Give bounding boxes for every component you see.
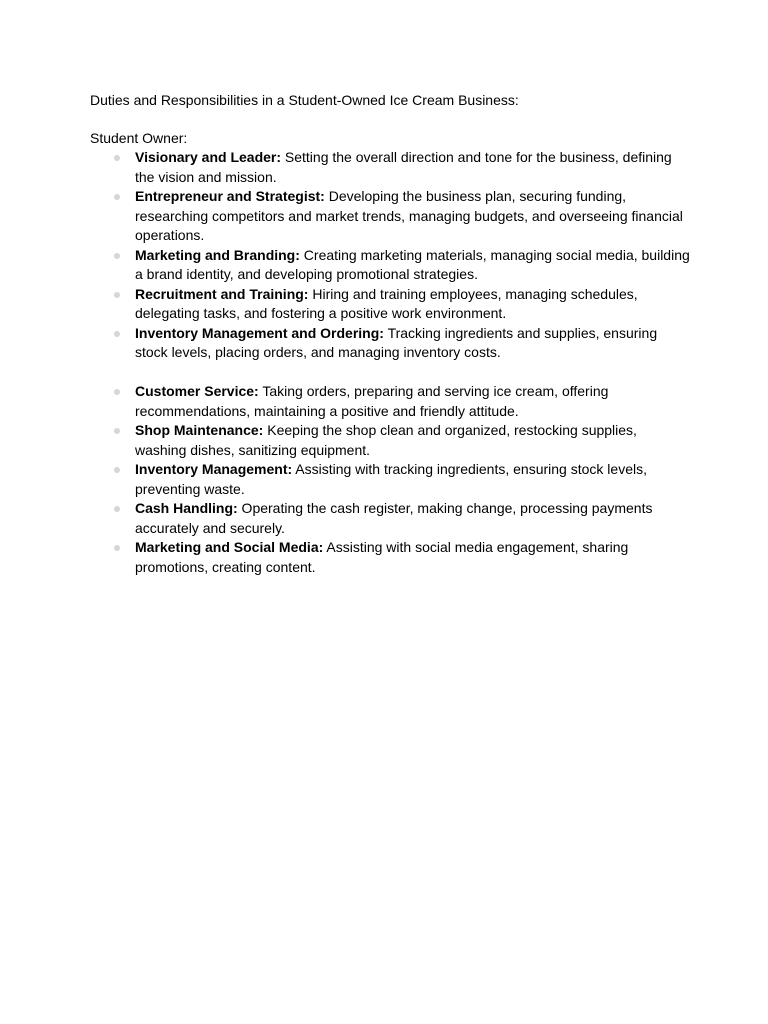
- bullet-icon: [114, 253, 120, 259]
- list-item: [90, 285, 690, 324]
- list-item: [90, 246, 690, 285]
- duty-term: Marketing and Social Media:: [135, 539, 324, 555]
- duty-term: Inventory Management and Ordering:: [135, 324, 384, 341]
- duty-term: Customer Service:: [135, 383, 259, 399]
- bullet-icon: [114, 194, 120, 200]
- duty-term: Entrepreneur and Strategist:: [135, 188, 325, 204]
- document-title: Duties and Responsibilities in a Student-Owned Ice Cream Business:: [90, 92, 519, 108]
- bullet-icon: [114, 155, 120, 161]
- list-item: [90, 187, 690, 246]
- duty-term: Cash Handling:: [135, 500, 238, 516]
- owner-duties-list: [90, 148, 690, 363]
- duty-term: Recruitment and Training:: [135, 285, 309, 302]
- list-item: [90, 538, 690, 577]
- duty-description: Keeping the shop clean and organized, restocking supplies, washing dishes, sanitizing equipment.: [135, 422, 637, 458]
- duty-description: Creating marketing materials, managing social media, building a brand identity, and developing promotional strategies.: [135, 246, 690, 282]
- bullet-icon: [114, 428, 120, 434]
- duty-term: Visionary and Leader:: [135, 149, 282, 165]
- bullet-icon: [114, 331, 120, 337]
- employee-duties-list: [90, 382, 690, 577]
- duty-term: Marketing and Branding:: [135, 246, 300, 263]
- duty-description: Operating the cash register, making change, processing payments accurately and securely.: [135, 500, 653, 536]
- list-item: [90, 324, 690, 363]
- owner-section-label: Student Owner:: [90, 129, 188, 146]
- bullet-icon: [114, 467, 120, 473]
- duty-description: Assisting with social media engagement, sharing promotions, creating content.: [135, 539, 629, 575]
- duty-description: Taking orders, preparing and serving ice cream, offering recommendations, maintaining a positive and friendly attitude.: [135, 383, 609, 419]
- list-item: [90, 499, 690, 538]
- section-gap: [90, 363, 690, 383]
- bullet-icon: [114, 389, 120, 395]
- list-item: [90, 421, 690, 460]
- duty-term: Inventory Management:: [135, 461, 293, 477]
- document-page: [90, 91, 690, 577]
- list-item: [90, 148, 690, 187]
- duty-term: Shop Maintenance:: [135, 422, 264, 438]
- duty-description: Developing the business plan, securing funding, researching competitors and market trends, managing budgets, and overseeing financial operations.: [135, 188, 683, 243]
- bullet-icon: [114, 506, 120, 512]
- duty-description: Setting the overall direction and tone for the business, defining the vision and mission.: [135, 149, 672, 185]
- duty-description: Hiring and training employees, managing schedules, delegating tasks, and fostering a positive work environment.: [135, 285, 638, 321]
- bullet-icon: [114, 292, 120, 298]
- list-item: [90, 382, 690, 421]
- duty-description: Tracking ingredients and supplies, ensuring stock levels, placing orders, and managing inventory costs.: [135, 324, 658, 360]
- duty-description: Assisting with tracking ingredients, ensuring stock levels, preventing waste.: [135, 461, 647, 497]
- bullet-icon: [114, 545, 120, 551]
- list-item: [90, 460, 690, 499]
